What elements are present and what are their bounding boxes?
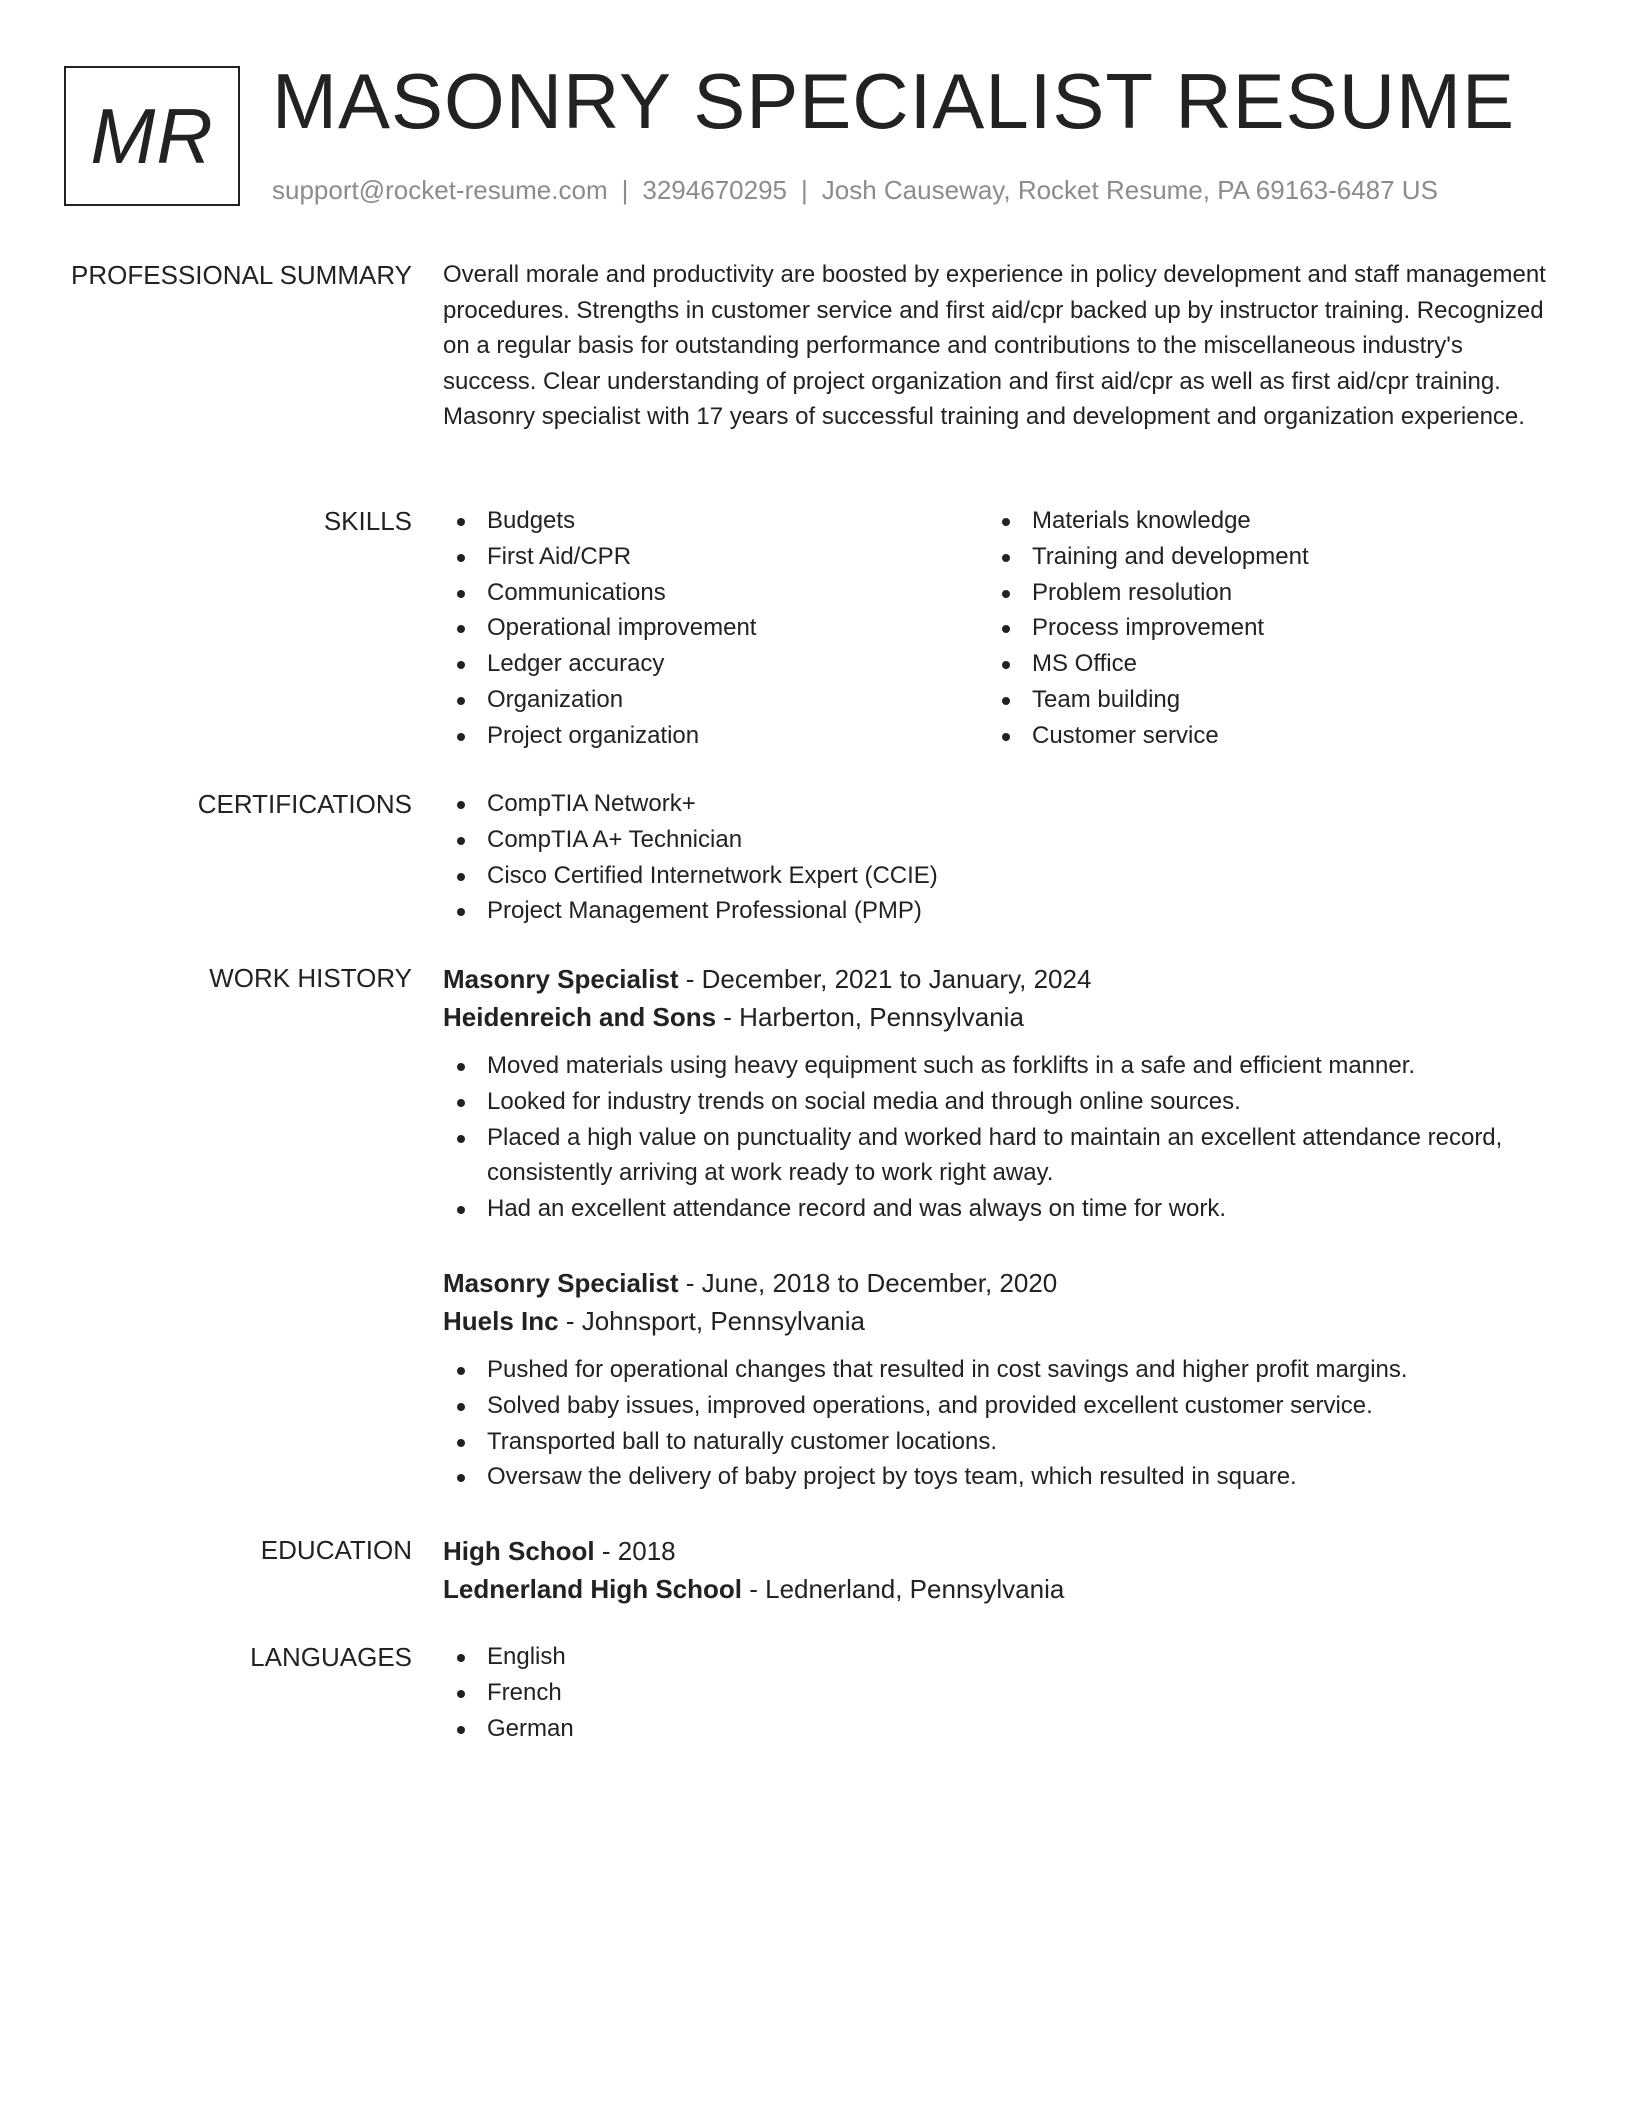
skill-item: Training and development [988,539,1533,575]
job-bullets [443,1352,1553,1495]
skill-item: MS Office [988,646,1533,682]
contact-separator: | [621,175,629,205]
language-item: German [443,1711,1553,1747]
job-company: Heidenreich and Sons [443,1002,717,1032]
job-title: Masonry Specialist [443,1268,679,1298]
job-bullet: Placed a high value on punctuality and worked hard to maintain an excellent attendance record, consistently arriving at work ready to work right away. [443,1120,1553,1192]
contact-phone[interactable]: 3294670295 [642,175,787,205]
job-title-line [443,1264,1553,1302]
section-label-work-history: WORK HISTORY [209,963,412,993]
job-bullet: Had an excellent attendance record and was always on time for work. [443,1191,1553,1227]
section-label-skills: SKILLS [323,506,412,536]
monogram-badge [64,66,240,206]
education-school-line [443,1570,1553,1608]
job-title: Masonry Specialist [443,964,679,994]
contact-address: Josh Causeway, Rocket Resume, PA 69163-6487 US [821,175,1438,205]
job-bullet: Pushed for operational changes that resulted in cost savings and higher profit margins. [443,1352,1553,1388]
job-entry [443,1264,1553,1495]
resume-title: MASONRY SPECIALIST RESUME [272,57,1516,145]
education-school: Lednerland High School [443,1574,743,1604]
skill-item: Project organization [443,718,988,754]
job-title-line [443,960,1553,998]
skills-list-left [443,503,988,754]
skill-item: Materials knowledge [988,503,1533,539]
skill-item: First Aid/CPR [443,539,988,575]
certifications-list [443,786,1553,929]
education-year: - 2018 [594,1536,676,1566]
job-location: - Harberton, Pennsylvania [716,1002,1024,1032]
work-history-body-2 [443,1264,1553,1495]
job-dates: - December, 2021 to January, 2024 [678,964,1092,994]
language-item: English [443,1639,1553,1675]
job-bullet: Solved baby issues, improved operations, and provided excellent customer service. [443,1388,1553,1424]
job-company-line [443,998,1553,1036]
skill-item: Operational improvement [443,610,988,646]
contact-email[interactable]: support@rocket-resume.com [272,175,608,205]
languages-list [443,1639,1553,1746]
skill-item: Communications [443,575,988,611]
certification-item: Project Management Professional (PMP) [443,893,1553,929]
education-location: - Lednerland, Pennsylvania [742,1574,1065,1604]
education-degree-line [443,1532,1553,1570]
job-bullet: Moved materials using heavy equipment such as forklifts in a safe and efficient manner. [443,1048,1553,1084]
section-label-education: EDUCATION [260,1535,412,1565]
work-history-body [443,960,1553,1227]
skill-item: Organization [443,682,988,718]
skill-item: Team building [988,682,1533,718]
section-label-certifications: CERTIFICATIONS [197,789,412,819]
education-degree: High School [443,1536,595,1566]
certification-item: Cisco Certified Internetwork Expert (CCIE) [443,858,1553,894]
education-body [443,1532,1553,1608]
contact-separator: | [801,175,808,205]
languages-body [443,1639,1553,1746]
monogram-initials: MR [90,91,214,180]
contact-line [272,172,1438,208]
job-entry [443,960,1553,1227]
job-bullet: Transported ball to naturally customer locations. [443,1424,1553,1460]
job-bullet: Looked for industry trends on social media and through online sources. [443,1084,1553,1120]
certification-item: CompTIA Network+ [443,786,1553,822]
skill-item: Customer service [988,718,1533,754]
skill-item: Problem resolution [988,575,1533,611]
job-company: Huels Inc [443,1306,559,1336]
job-company-line [443,1302,1553,1340]
job-dates: - June, 2018 to December, 2020 [678,1268,1058,1298]
language-item: French [443,1675,1553,1711]
summary-text: Overall morale and productivity are boosted by experience in policy development and staff management procedures. Strengths in customer service and first aid/cpr backed up by instructor training. Recognized on a regular basis for outstanding performance and contributions to the miscellaneous industry's success. Clear understanding of project organization and first aid/cpr as well as first aid/cpr training. Masonry specialist with 17 years of successful training and development and organization experience. [443,261,1546,431]
section-label-languages: LANGUAGES [250,1642,412,1672]
job-bullet: Oversaw the delivery of baby project by toys team, which resulted in square. [443,1459,1553,1495]
skills-body [443,503,1553,754]
skill-item: Budgets [443,503,988,539]
certification-item: CompTIA A+ Technician [443,822,1553,858]
skills-list-right [988,503,1533,754]
skill-item: Process improvement [988,610,1533,646]
certifications-body [443,786,1553,929]
summary-body [443,257,1553,435]
section-label-summary: PROFESSIONAL SUMMARY [71,260,412,290]
job-bullets [443,1048,1553,1227]
job-location: - Johnsport, Pennsylvania [558,1306,865,1336]
skill-item: Ledger accuracy [443,646,988,682]
